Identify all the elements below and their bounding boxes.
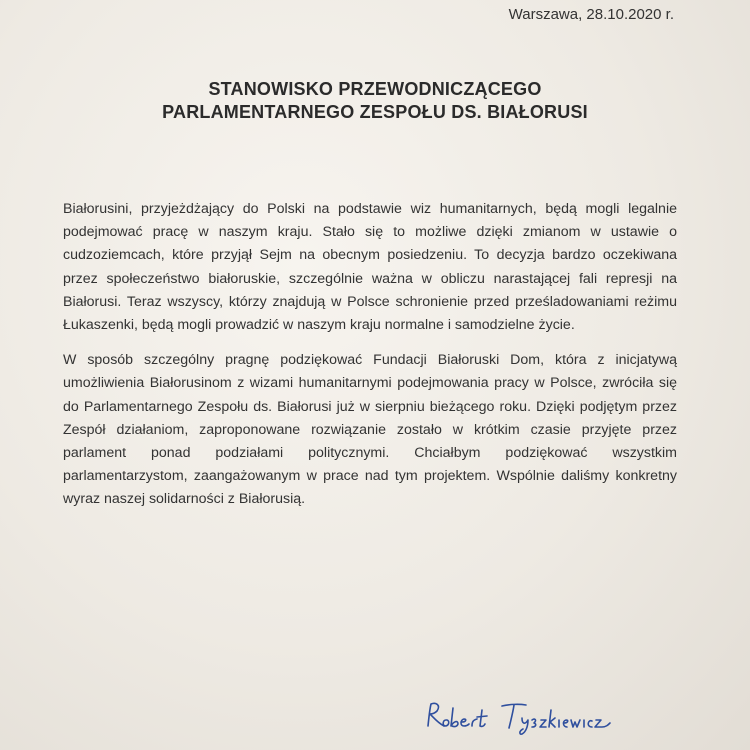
title-line-1: STANOWISKO PRZEWODNICZĄCEGO [208,79,542,99]
title-line-2: PARLAMENTARNEGO ZESPOŁU DS. BIAŁORUSI [162,102,588,122]
document-title [0,78,750,124]
document-date: Warszawa, 28.10.2020 r. [508,6,674,23]
handwritten-signature [422,696,622,736]
paragraph-1: Białorusini, przyjeżdżający do Polski na podstawie wiz humanitarnych, będą mogli legalnie podejmować pracę w naszym kraju. Stało się to możliwe dzięki zmianom w ustawie o cudzoziemcach, które przyjął Sejm na obecnym posiedzeniu. To decyzja bardzo oczekiwana przez społeczeństwo białoruskie, szczególnie ważna w obliczu narastającej fali represji na Białorusi. Teraz wszyscy, którzy znajdują w Polsce schronienie przed prześladowaniami reżimu Łukaszenki, będą mogli prowadzić w naszym kraju normalne i samodzielne życie. [63,201,677,334]
signature-strokes [428,703,610,734]
paragraph-2: W sposób szczególny pragnę podziękować Fundacji Białoruski Dom, która z inicjatywą umożliwienia Białorusinom z wizami humanitarnymi podejmowania pracy w Polsce, zwróciła się do Parlamentarnego Zespołu ds. Białorusi już w sierpniu bieżącego roku. Dzięki podjętym przez Zespół działaniom, zaproponowane rozwiązanie zostało w krótkim czasie przyjęte przez parlament ponad podziałami politycznymi. Chciałbym podziękować wszystkim parlamentarzystom, zaangażowanym w prace nad tym projektem. Wspólnie daliśmy konkretny wyraz naszej solidarności z Białorusią. [63,352,677,508]
document-body [63,198,677,524]
